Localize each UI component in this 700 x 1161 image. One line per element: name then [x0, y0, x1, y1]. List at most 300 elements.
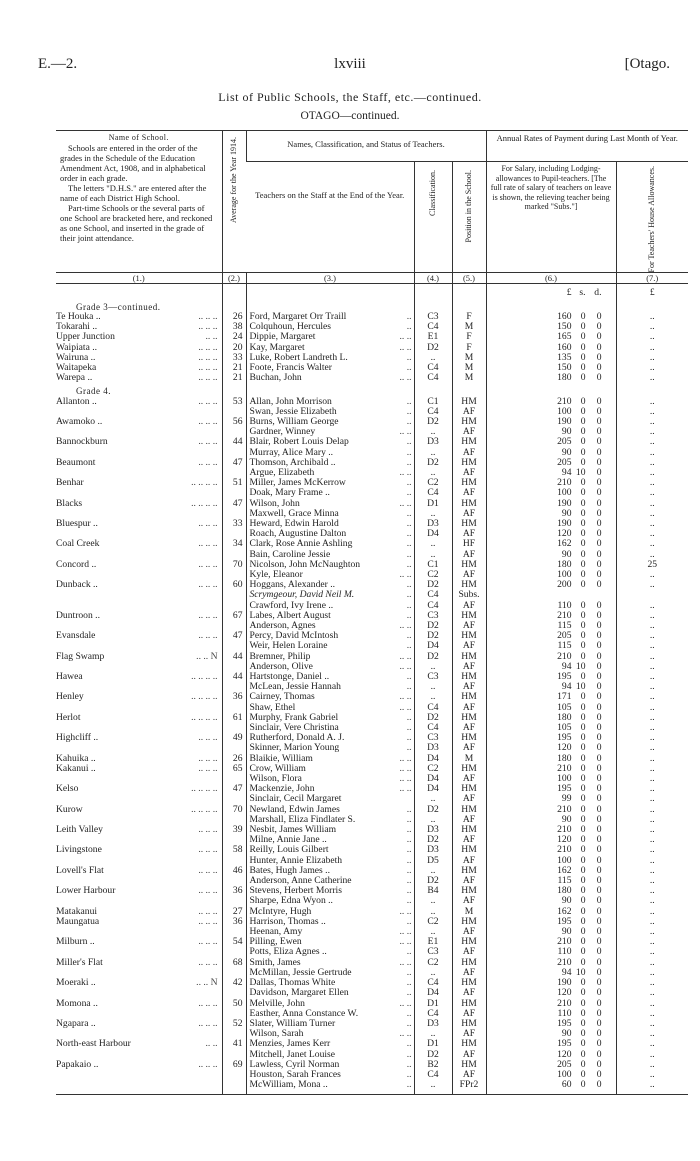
salary [486, 988, 616, 998]
school-cell [56, 1019, 222, 1029]
position: HM [452, 1039, 486, 1049]
salary-shillings: 0 [580, 477, 586, 489]
house-allowance: .. [616, 754, 688, 764]
house-allowance: .. [616, 784, 688, 794]
salary-pence: 0 [596, 372, 602, 384]
salary-shillings: 0 [580, 568, 586, 580]
average-attendance: 44 [222, 672, 246, 682]
school-name: Hawea [56, 671, 83, 682]
school-cell [56, 580, 222, 590]
position: HM [452, 917, 486, 927]
teacher-name: Heenan, Amy [249, 926, 303, 938]
classification: D2 [414, 458, 452, 468]
salary-shillings: 10 [575, 660, 586, 672]
teacher-name: Miller, James McKerrow [249, 477, 346, 489]
school-cell [56, 1070, 222, 1080]
salary-pence: 0 [596, 548, 602, 560]
salary-pounds: 60 [561, 1079, 572, 1091]
salary-shillings: 0 [580, 864, 586, 876]
classification: B4 [414, 886, 452, 896]
teacher-name: Wilson, John [249, 497, 300, 509]
classification: .. [414, 1080, 452, 1090]
position: HM [452, 805, 486, 815]
salary-pence: 0 [596, 773, 602, 785]
school-name: Te Houka .. [56, 310, 101, 322]
grade-heading: Grade 3—continued. [76, 301, 161, 312]
salary-pounds: 90 [561, 1028, 572, 1040]
house-allowance: .. [616, 641, 688, 651]
classification: C4 [414, 978, 452, 988]
leader-dots: .. .. .. [198, 864, 218, 876]
salary-shillings: 10 [575, 966, 586, 978]
leader-dots: .. [406, 477, 412, 489]
average-attendance: 61 [222, 713, 246, 723]
position: HM [452, 999, 486, 1009]
teacher-name: Burns, William George [249, 415, 339, 427]
grade-heading-row [56, 299, 688, 312]
money-units-row: £ s. d. £ [56, 284, 688, 299]
salary-pence: 0 [596, 783, 602, 795]
classification: C4 [414, 407, 452, 417]
salary-pence: 0 [596, 446, 602, 458]
salary-pence: 0 [596, 361, 602, 373]
col6-header: For Salary, including Lodging-allowances to Pupil-teachers. [The full rate of salary of teachers on leave is shown, the relieving teacher being marked "Subs."] [486, 162, 616, 273]
salary-pounds: 135 [557, 351, 572, 363]
position: HM [452, 764, 486, 774]
table-row [56, 794, 688, 804]
teacher-name: Mitchell, Janet Louise [249, 1048, 336, 1060]
leader-dots: .. .. [399, 331, 412, 343]
teacher-name: Bain, Caroline Jessie [249, 548, 331, 560]
average-attendance: 21 [222, 373, 246, 383]
average-attendance: 47 [222, 784, 246, 794]
teacher-name: Buchan, John [249, 372, 302, 384]
position: HM [452, 866, 486, 876]
school-cell [56, 1039, 222, 1049]
salary-pence: 0 [596, 619, 602, 631]
position: AF [452, 896, 486, 906]
schools-table [56, 130, 688, 1095]
leader-dots: .. .. .. [198, 915, 218, 927]
salary-shillings: 0 [580, 875, 586, 887]
position: AF [452, 407, 486, 417]
table-row [56, 560, 688, 570]
leader-dots: .. [406, 528, 412, 540]
salary-shillings: 0 [580, 372, 586, 384]
house-allowance: .. [616, 845, 688, 855]
salary-pence: 0 [596, 844, 602, 856]
position: M [452, 363, 486, 373]
salary-pounds: 90 [561, 813, 572, 825]
salary-pounds: 210 [557, 956, 572, 968]
salary-pounds: 94 [561, 681, 572, 693]
position: HM [452, 845, 486, 855]
house-allowance: .. [616, 1080, 688, 1090]
school-name: Herlot [56, 711, 81, 723]
school-cell [56, 999, 222, 1009]
salary-pence: 0 [596, 568, 602, 580]
table-row [56, 550, 688, 560]
table-row [56, 407, 688, 417]
leader-dots: .. .. .. [198, 579, 218, 591]
salary-shillings: 0 [580, 854, 586, 866]
leader-dots: .. [406, 1068, 412, 1080]
classification: .. [414, 662, 452, 672]
teacher-name: Argue, Elizabeth [249, 466, 315, 478]
table-row [56, 652, 688, 662]
leader-dots: .. [406, 589, 412, 601]
leader-dots: .. .. .. [198, 844, 218, 856]
salary-pence: 0 [596, 1028, 602, 1040]
position: HM [452, 458, 486, 468]
position: AF [452, 947, 486, 957]
salary-pence: 0 [596, 813, 602, 825]
salary-shillings: 10 [575, 466, 586, 478]
salary-pounds: 180 [557, 372, 572, 384]
leader-dots: .. [406, 405, 412, 417]
table-row [56, 692, 688, 702]
position: AF [452, 815, 486, 825]
leader-dots: .. .. .. [198, 321, 218, 333]
salary-pence: 0 [596, 987, 602, 999]
salary-shillings: 0 [580, 405, 586, 417]
classification: C4 [414, 363, 452, 373]
leader-dots: .. [406, 1038, 412, 1050]
salary-shillings: 0 [580, 321, 586, 333]
leader-dots: .. .. .. [198, 824, 218, 836]
salary-shillings: 0 [580, 415, 586, 427]
leader-dots: .. [406, 875, 412, 887]
leader-dots: .. .. .. .. [191, 691, 218, 703]
teacher-name: Shaw, Ethel [249, 701, 296, 713]
leader-dots: .. .. .. [198, 351, 218, 363]
leader-dots: .. .. .. [198, 1017, 218, 1029]
teacher-name: Pilling, Ewen [249, 936, 302, 948]
school-name: Bluespur .. [56, 517, 98, 529]
classification: C1 [414, 397, 452, 407]
salary-pence: 0 [596, 793, 602, 805]
leader-dots: .. .. .. .. [191, 803, 218, 815]
leader-dots: .. [406, 538, 412, 550]
classification: D3 [414, 743, 452, 753]
leader-dots: .. [406, 395, 412, 407]
table-row [56, 672, 688, 682]
salary-pence: 0 [596, 599, 602, 611]
salary-shillings: 0 [580, 341, 586, 353]
salary-pounds: 150 [557, 361, 572, 373]
school-cell [56, 886, 222, 896]
average-attendance [222, 988, 246, 998]
table-row [56, 601, 688, 611]
school-cell [56, 784, 222, 794]
teacher-name: Maxwell, Grace Minna [249, 507, 339, 519]
position: HM [452, 886, 486, 896]
average-attendance: 56 [222, 417, 246, 427]
salary-pounds: 162 [557, 905, 572, 917]
teacher-name: Smith, James [249, 956, 301, 968]
school-name: Beaumont [56, 456, 96, 468]
position: AF [452, 468, 486, 478]
house-allowance: .. [616, 373, 688, 383]
teacher-name: Skinner, Marion Young [249, 742, 340, 754]
classification: B2 [414, 1060, 452, 1070]
leader-dots: .. [406, 895, 412, 907]
position: HM [452, 937, 486, 947]
classification: D2 [414, 343, 452, 353]
salary-shillings: 0 [580, 1068, 586, 1080]
school-cell [56, 437, 222, 447]
salary-pence: 0 [596, 834, 602, 846]
salary-pence: 0 [596, 487, 602, 499]
salary-pence: 0 [596, 671, 602, 682]
salary-pounds: 180 [557, 752, 572, 764]
salary-pence: 0 [596, 395, 602, 407]
salary-pence: 0 [596, 456, 602, 468]
salary-pence: 0 [596, 477, 602, 489]
average-attendance: 47 [222, 458, 246, 468]
salary-pounds: 90 [561, 926, 572, 938]
school-name: Leith Valley [56, 824, 103, 836]
position: HM [452, 631, 486, 641]
school-name: Henley [56, 691, 84, 703]
position: AF [452, 427, 486, 437]
average-attendance: 54 [222, 937, 246, 947]
house-allowance: .. [616, 917, 688, 927]
salary-pence: 0 [596, 1007, 602, 1019]
table-row [56, 662, 688, 672]
average-attendance: 51 [222, 478, 246, 488]
salary-shillings: 0 [580, 824, 586, 836]
table-row [56, 1009, 688, 1019]
leader-dots: .. .. .. [198, 372, 218, 384]
classification: C4 [414, 373, 452, 383]
teacher-name: Newland, Edwin James [249, 803, 340, 815]
leader-dots: .. .. .. [198, 395, 218, 407]
classification: .. [414, 907, 452, 917]
house-allowance: .. [616, 682, 688, 692]
house-allowance: .. [616, 550, 688, 560]
school-name: Awamoko .. [56, 415, 103, 427]
teacher-name: McIntyre, Hugh [249, 905, 312, 917]
average-attendance: 24 [222, 332, 246, 342]
salary-pounds: 210 [557, 824, 572, 836]
salary-pence: 0 [596, 691, 602, 703]
salary-shillings: 0 [580, 987, 586, 999]
salary-pence: 0 [596, 864, 602, 876]
salary [486, 1080, 616, 1090]
position: F [452, 312, 486, 322]
position: AF [452, 529, 486, 539]
average-attendance: 47 [222, 499, 246, 509]
house-allowance: .. [616, 427, 688, 437]
classification: C4 [414, 1009, 452, 1019]
teacher-name: Foote, Francis Walter [249, 361, 332, 373]
leader-dots: .. .. [399, 773, 412, 785]
house-allowance: .. [616, 580, 688, 590]
leader-dots: .. .. [399, 660, 412, 672]
col5-header: Position in the School. [452, 162, 486, 273]
salary-shillings: 10 [575, 681, 586, 693]
house-allowance: .. [616, 723, 688, 733]
table-row [56, 743, 688, 753]
leader-dots: .. .. .. [198, 310, 218, 322]
school-name: Kelso [56, 783, 79, 795]
school-name: Miller's Flat [56, 956, 103, 968]
average-attendance: 44 [222, 437, 246, 447]
house-allowance: .. [616, 407, 688, 417]
position: HM [452, 397, 486, 407]
leader-dots: .. [406, 579, 412, 591]
table-row [56, 1070, 688, 1080]
salary-pence: 0 [596, 946, 602, 958]
teacher-name: Stevens, Herbert Morris [249, 885, 342, 897]
grade-heading-row [56, 383, 688, 396]
table-row [56, 570, 688, 580]
teacher-name: Davidson, Margaret Ellen [249, 987, 349, 999]
leader-dots: .. .. .. .. [191, 783, 218, 795]
classification: C2 [414, 958, 452, 968]
position: FPr2 [452, 1080, 486, 1090]
school-name: Bannockburn [56, 436, 108, 448]
table-row [56, 621, 688, 631]
table-row [56, 999, 688, 1009]
classification: .. [414, 692, 452, 702]
leader-dots: .. [406, 966, 412, 978]
salary-pounds: 195 [557, 1038, 572, 1050]
table-row [56, 713, 688, 723]
teacher-name: Menzies, James Kerr [249, 1038, 331, 1050]
house-allowance: .. [616, 611, 688, 621]
salary-pounds: 190 [557, 977, 572, 989]
salary-pence: 0 [596, 895, 602, 907]
salary-pence: 0 [596, 497, 602, 509]
leader-dots: .. .. [399, 956, 412, 968]
classification: C1 [414, 560, 452, 570]
position: HM [452, 580, 486, 590]
average-attendance: 68 [222, 958, 246, 968]
teacher-name: Blaikie, William [249, 752, 313, 764]
salary-shillings: 0 [580, 650, 586, 662]
leader-dots: .. .. .. [198, 1058, 218, 1070]
salary-pence: 0 [596, 875, 602, 887]
school-name: Kurow [56, 803, 83, 815]
col-number: (1.) [56, 273, 222, 284]
salary-pounds: 105 [557, 701, 572, 713]
classification: .. [414, 353, 452, 363]
col7-header: For Teachers' House Allowances. [616, 162, 688, 273]
classification: D5 [414, 856, 452, 866]
teacher-name: Milne, Annie Jane .. [249, 834, 327, 846]
school-cell [56, 397, 222, 407]
col-number: (7.) [616, 273, 688, 284]
teacher-name: Swan, Jessie Elizabeth [249, 405, 337, 417]
classification: D3 [414, 1019, 452, 1029]
leader-dots: .. .. [399, 1028, 412, 1040]
classification: C2 [414, 917, 452, 927]
salary-shillings: 0 [580, 487, 586, 499]
house-allowance: .. [616, 343, 688, 353]
table-row [56, 896, 688, 906]
average-attendance: 46 [222, 866, 246, 876]
salary-shillings: 0 [580, 1028, 586, 1040]
salary-shillings: 0 [580, 609, 586, 621]
salary-shillings: 0 [580, 599, 586, 611]
school-cell [56, 764, 222, 774]
position: F [452, 343, 486, 353]
table-row [56, 927, 688, 937]
school-cell [56, 590, 222, 600]
teacher-name: Blair, Robert Louis Delap [249, 436, 349, 448]
salary-pence: 0 [596, 732, 602, 744]
teacher-name: Percy, David McIntosh [249, 630, 339, 642]
salary-pence: 0 [596, 507, 602, 519]
salary-pence: 0 [596, 966, 602, 978]
average-attendance [222, 1080, 246, 1090]
leader-dots: .. [406, 711, 412, 723]
salary-pence: 0 [596, 956, 602, 968]
school-name: Concord .. [56, 558, 97, 570]
average-attendance: 58 [222, 845, 246, 855]
salary-pounds: 210 [557, 997, 572, 1009]
school-name: North-east Harbour [56, 1038, 131, 1050]
leader-dots: .. .. [399, 691, 412, 703]
salary-pounds: 195 [557, 671, 572, 682]
table-row [56, 363, 688, 373]
salary-pounds: 162 [557, 538, 572, 550]
salary-pence: 0 [596, 742, 602, 754]
house-allowance: .. [616, 363, 688, 373]
salary-pounds: 210 [557, 803, 572, 815]
position: HM [452, 1019, 486, 1029]
school-name: Benhar [56, 477, 84, 489]
school-name: Moeraki .. [56, 977, 96, 989]
salary-shillings: 0 [580, 1017, 586, 1029]
salary-pence: 0 [596, 640, 602, 652]
house-allowance: .. [616, 713, 688, 723]
leader-dots: .. [406, 977, 412, 989]
teacher-name: Labes, Albert August [249, 609, 331, 621]
classification: C3 [414, 611, 452, 621]
teacher-name: Lawless, Cyril Norman [249, 1058, 340, 1070]
house-allowance: .. [616, 1060, 688, 1070]
position: HM [452, 611, 486, 621]
classification: .. [414, 509, 452, 519]
classification: D1 [414, 999, 452, 1009]
salary-shillings: 0 [580, 619, 586, 631]
salary-pence: 0 [596, 936, 602, 948]
salary-pounds: 100 [557, 1068, 572, 1080]
salary-pence: 0 [596, 528, 602, 540]
house-allowance: .. [616, 1039, 688, 1049]
school-name: Highcliff .. [56, 732, 99, 744]
salary-shillings: 0 [580, 446, 586, 458]
salary-shillings: 0 [580, 946, 586, 958]
house-allowance: .. [616, 631, 688, 641]
house-allowance: .. [616, 672, 688, 682]
position: AF [452, 448, 486, 458]
teacher-name: McWilliam, Mona .. [249, 1079, 328, 1091]
position: HM [452, 713, 486, 723]
position: AF [452, 509, 486, 519]
classification: D2 [414, 835, 452, 845]
house-allowance: .. [616, 896, 688, 906]
position: AF [452, 1029, 486, 1039]
position: AF [452, 621, 486, 631]
position: HM [452, 692, 486, 702]
table-row [56, 917, 688, 927]
teacher-name: Wilson, Flora [249, 773, 302, 785]
page-number: lxviii [334, 56, 366, 72]
